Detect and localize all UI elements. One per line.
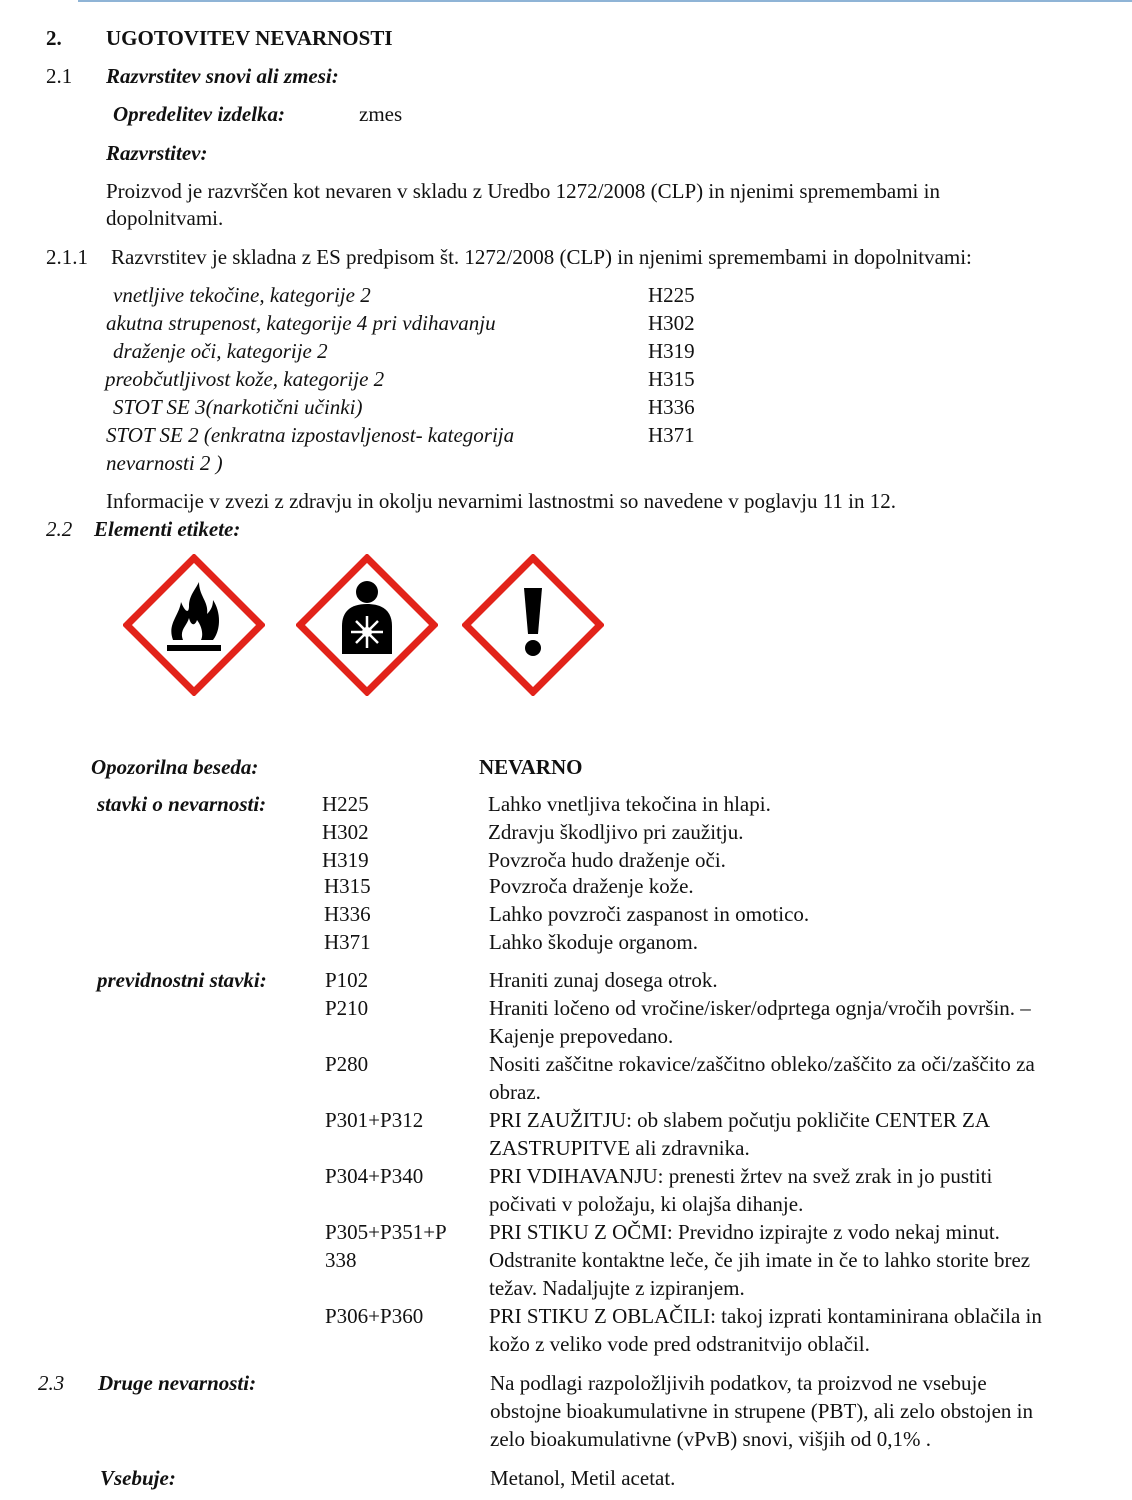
precaution-text: težav. Nadaljujte z izpiranjem. bbox=[489, 1276, 745, 1300]
classification-text: Proizvod je razvrščen kot nevaren v skladu z Uredbo 1272/2008 (CLP) in njenimi spremembami in dopolnitvami. bbox=[106, 179, 940, 230]
s23-text: obstojne bioakumulativne in strupene (PBT), ali zelo obstojen in bbox=[490, 1399, 1033, 1423]
precaution-text: Hraniti ločeno od vročine/isker/odprtega ognja/vročih površin. – bbox=[489, 996, 1031, 1020]
section-number: 2. bbox=[46, 26, 62, 50]
hazard-code: H371 bbox=[324, 930, 371, 954]
class-row-label: draženje oči, kategorije 2 bbox=[113, 339, 328, 363]
precaution-text: Odstranite kontaktne leče, če jih imate in če to lahko storite brez bbox=[489, 1248, 1031, 1272]
class-row-label: STOT SE 2 (enkratna izpostavljenost- kategorija bbox=[106, 423, 515, 447]
class-row-code: H319 bbox=[648, 339, 695, 363]
contains-label: Vsebuje: bbox=[100, 1466, 176, 1490]
hazard-code: H319 bbox=[322, 848, 369, 872]
s211-number: 2.1.1 bbox=[46, 245, 88, 269]
section-title: UGOTOVITEV NEVARNOSTI bbox=[106, 26, 393, 50]
precaution-text: obraz. bbox=[489, 1080, 541, 1104]
class-row-code: H371 bbox=[648, 423, 695, 447]
hazard-text: Povzroča hudo draženje oči. bbox=[488, 848, 726, 872]
header-rule bbox=[78, 0, 1132, 2]
precaution-code: P301+P312 bbox=[325, 1108, 424, 1132]
precaution-text: Hraniti zunaj dosega otrok. bbox=[489, 968, 718, 992]
precaution-code: P304+P340 bbox=[325, 1164, 424, 1188]
s23-number: 2.3 bbox=[38, 1371, 65, 1395]
class-row-label: preobčutljivost kože, kategorije 2 bbox=[105, 367, 385, 391]
hazard-code: H336 bbox=[324, 902, 371, 926]
product-value: zmes bbox=[359, 102, 403, 126]
hazard-text: Lahko škoduje organom. bbox=[489, 930, 698, 954]
hazard-code: H302 bbox=[322, 820, 369, 844]
s22-title: Elementi etikete: bbox=[94, 517, 241, 541]
precaution-code: P305+P351+P bbox=[325, 1220, 447, 1244]
precaution-code: P280 bbox=[325, 1052, 369, 1076]
hazard-text: Zdravju škodljivo pri zaužitju. bbox=[488, 820, 744, 844]
precaution-code-continued: 338 bbox=[325, 1248, 357, 1272]
class-row-code: H336 bbox=[648, 395, 695, 419]
precaution-code: P306+P360 bbox=[325, 1304, 424, 1328]
class-row-label: akutna strupenost, kategorije 4 pri vdihavanju bbox=[106, 311, 496, 335]
hazard-text: Lahko povzroči zaspanost in omotico. bbox=[489, 902, 810, 926]
precaution-text: PRI STIKU Z OČMI: Previdno izpirajte z vodo nekaj minut. bbox=[489, 1220, 1000, 1244]
hazard-code: H315 bbox=[324, 874, 371, 898]
s23-title: Druge nevarnosti: bbox=[98, 1371, 257, 1395]
precaution-text: ZASTRUPITVE ali zdravnika. bbox=[489, 1136, 750, 1160]
precaution-text: PRI STIKU Z OBLAČILI: takoj izprati kontaminirana oblačila in bbox=[489, 1304, 1042, 1328]
class-row-code: H225 bbox=[648, 283, 695, 307]
precaution-code: P210 bbox=[325, 996, 369, 1020]
hazard-label: stavki o nevarnosti: bbox=[97, 792, 267, 816]
hazard-text: Lahko vnetljiva tekočina in hlapi. bbox=[488, 792, 771, 816]
hazard-text: Povzroča draženje kože. bbox=[489, 874, 694, 898]
precaution-code: P102 bbox=[325, 968, 369, 992]
precaution-text: Kajenje prepovedano. bbox=[489, 1024, 674, 1048]
s23-text: zelo bioakumulativne (vPvB) snovi, višjih od 0,1% . bbox=[490, 1427, 931, 1451]
classification-label: Razvrstitev: bbox=[106, 141, 208, 165]
signal-label: Opozorilna beseda: bbox=[91, 755, 259, 779]
class-row-label: nevarnosti 2 ) bbox=[106, 451, 223, 475]
signal-value: NEVARNO bbox=[479, 755, 583, 779]
info-text: Informacije v zvezi z zdravju in okolju nevarnimi lastnostmi so navedene v poglavju 11 in 12. bbox=[106, 489, 897, 513]
class-row-code: H315 bbox=[648, 367, 695, 391]
contains-value: Metanol, Metil acetat. bbox=[490, 1466, 676, 1490]
flame-icon bbox=[123, 554, 265, 696]
precaution-text: Nositi zaščitne rokavice/zaščitno obleko/zaščito za oči/zaščito za bbox=[489, 1052, 1035, 1076]
precaution-text: kožo z veliko vode pred odstranitvijo oblačil. bbox=[489, 1332, 870, 1356]
s23-text: Na podlagi razpoložljivih podatkov, ta proizvod ne vsebuje bbox=[490, 1371, 987, 1395]
s21-number: 2.1 bbox=[46, 64, 73, 88]
hazard-code: H225 bbox=[322, 792, 369, 816]
health-hazard-icon bbox=[296, 554, 438, 696]
s211-text: Razvrstitev je skladna z ES predpisom št. 1272/2008 (CLP) in njenimi spremembami in dopolnitvami: bbox=[111, 245, 972, 269]
product-label: Opredelitev izdelka: bbox=[113, 102, 286, 126]
class-row-label: vnetljive tekočine, kategorije 2 bbox=[113, 283, 371, 307]
precaution-text: PRI VDIHAVANJU: prenesti žrtev na svež zrak in jo pustiti bbox=[489, 1164, 993, 1188]
exclamation-icon bbox=[462, 554, 604, 696]
s22-number: 2.2 bbox=[46, 517, 73, 541]
class-row-code: H302 bbox=[648, 311, 695, 335]
class-row-label: STOT SE 3(narkotični učinki) bbox=[113, 395, 363, 419]
s21-title: Razvrstitev snovi ali zmesi: bbox=[106, 64, 339, 88]
precaution-text: počivati v položaju, ki olajša dihanje. bbox=[489, 1192, 804, 1216]
precaution-text: PRI ZAUŽITJU: ob slabem počutju pokličite CENTER ZA bbox=[489, 1108, 991, 1132]
precaution-label: previdnostni stavki: bbox=[97, 968, 267, 992]
